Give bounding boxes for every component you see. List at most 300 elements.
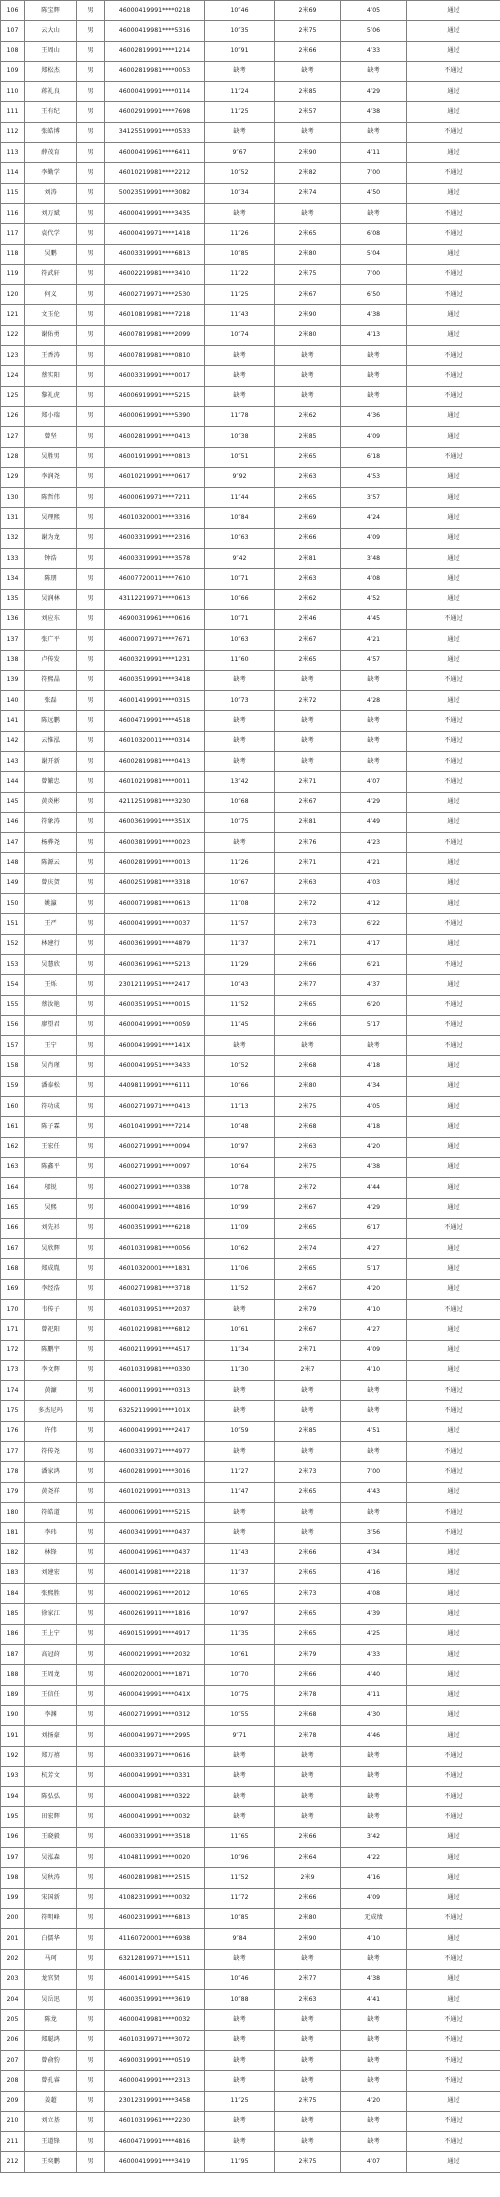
endurance-time-cell: 4′29 (341, 1198, 407, 1218)
sprint-time-cell: 缺考 (205, 1401, 275, 1421)
gender-cell: 男 (77, 1624, 105, 1644)
sprint-time-cell: 缺考 (205, 1523, 275, 1543)
candidate-name-cell: 高冠莳 (25, 1645, 77, 1665)
table-row (1, 1482, 500, 1502)
table-row (1, 1381, 500, 1401)
id-number-cell: 46002719981****3718 (105, 1279, 205, 1299)
result-cell: 通过 (407, 2091, 500, 2111)
candidate-name-cell: 蔡实阳 (25, 366, 77, 386)
sprint-time-cell: 11″27 (205, 1462, 275, 1482)
result-cell: 通过 (407, 934, 500, 954)
table-row (1, 1990, 500, 2010)
result-cell: 通过 (407, 1705, 500, 1725)
gender-cell: 男 (77, 2050, 105, 2070)
sprint-time-cell: 10″63 (205, 630, 275, 650)
long-jump-cell: 缺考 (275, 346, 341, 366)
endurance-time-cell: 缺考 (341, 670, 407, 690)
long-jump-cell: 2米67 (275, 285, 341, 305)
candidate-name-cell: 曾坚 (25, 427, 77, 447)
long-jump-cell: 缺考 (275, 670, 341, 690)
id-number-cell: 34125519991****0533 (105, 122, 205, 142)
sprint-time-cell: 缺考 (205, 731, 275, 751)
row-number-cell: 152 (1, 934, 25, 954)
table-row (1, 264, 500, 284)
id-number-cell: 46002119991****4517 (105, 1340, 205, 1360)
long-jump-cell: 2米71 (275, 1340, 341, 1360)
gender-cell: 男 (77, 609, 105, 629)
sprint-time-cell: 10″61 (205, 1320, 275, 1340)
candidate-name-cell: 卢传发 (25, 650, 77, 670)
gender-cell: 男 (77, 711, 105, 731)
table-row (1, 1888, 500, 1908)
endurance-time-cell: 4′18 (341, 1056, 407, 1076)
long-jump-cell: 2米78 (275, 1726, 341, 1746)
sprint-time-cell: 缺考 (205, 711, 275, 731)
long-jump-cell: 2米71 (275, 772, 341, 792)
candidate-name-cell: 李文辉 (25, 1360, 77, 1380)
result-cell: 通过 (407, 244, 500, 264)
id-number-cell: 46003619991****4879 (105, 934, 205, 954)
id-number-cell: 46003319991****3578 (105, 549, 205, 569)
row-number-cell: 212 (1, 2152, 25, 2172)
long-jump-cell: 缺考 (275, 203, 341, 223)
candidate-name-cell: 李经浩 (25, 1279, 77, 1299)
row-number-cell: 155 (1, 995, 25, 1015)
endurance-time-cell: 4′28 (341, 691, 407, 711)
table-row (1, 2071, 500, 2091)
gender-cell: 男 (77, 163, 105, 183)
candidate-name-cell: 宋国新 (25, 1888, 77, 1908)
row-number-cell: 190 (1, 1705, 25, 1725)
endurance-time-cell: 4′11 (341, 143, 407, 163)
row-number-cell: 122 (1, 325, 25, 345)
candidate-name-cell: 符熙晶 (25, 670, 77, 690)
candidate-name-cell: 潘泰松 (25, 1076, 77, 1096)
long-jump-cell: 2米66 (275, 1888, 341, 1908)
gender-cell: 男 (77, 21, 105, 41)
sprint-time-cell: 缺考 (205, 2071, 275, 2091)
table-row (1, 934, 500, 954)
result-cell: 通过 (407, 143, 500, 163)
candidate-name-cell: 李渊 (25, 1705, 77, 1725)
id-number-cell: 46010319971****3072 (105, 2030, 205, 2050)
table-row (1, 1726, 500, 1746)
sprint-time-cell: 11″72 (205, 1888, 275, 1908)
id-number-cell: 46010219981****0011 (105, 772, 205, 792)
table-row (1, 1563, 500, 1583)
long-jump-cell: 2米69 (275, 1, 341, 21)
candidate-name-cell: 蔡汝艳 (25, 995, 77, 1015)
sprint-time-cell: 11″44 (205, 488, 275, 508)
result-cell: 通过 (407, 1421, 500, 1441)
endurance-time-cell: 4′09 (341, 1340, 407, 1360)
sprint-time-cell: 11″60 (205, 650, 275, 670)
gender-cell: 男 (77, 1746, 105, 1766)
row-number-cell: 134 (1, 569, 25, 589)
candidate-name-cell: 吴润林 (25, 589, 77, 609)
endurance-time-cell: 3′48 (341, 549, 407, 569)
id-number-cell: 46000719981****0613 (105, 894, 205, 914)
id-number-cell: 46002819981****0053 (105, 61, 205, 81)
sprint-time-cell: 10″71 (205, 609, 275, 629)
long-jump-cell: 2米80 (275, 244, 341, 264)
gender-cell: 男 (77, 366, 105, 386)
table-row (1, 1279, 500, 1299)
sprint-time-cell: 10″91 (205, 41, 275, 61)
result-cell: 通过 (407, 427, 500, 447)
gender-cell: 男 (77, 1198, 105, 1218)
id-number-cell: 46010319961****2230 (105, 2111, 205, 2131)
endurance-time-cell: 4′10 (341, 1929, 407, 1949)
endurance-time-cell: 4′38 (341, 1969, 407, 1989)
result-cell: 通过 (407, 2152, 500, 2172)
endurance-time-cell: 4′08 (341, 569, 407, 589)
sprint-time-cell: 10″55 (205, 1705, 275, 1725)
gender-cell: 男 (77, 1340, 105, 1360)
sprint-time-cell: 10″75 (205, 812, 275, 832)
long-jump-cell: 2米81 (275, 549, 341, 569)
gender-cell: 男 (77, 1685, 105, 1705)
id-number-cell: 46010819981****7218 (105, 305, 205, 325)
row-number-cell: 169 (1, 1279, 25, 1299)
sprint-time-cell: 10″78 (205, 1178, 275, 1198)
table-row (1, 914, 500, 934)
table-row (1, 1665, 500, 1685)
gender-cell: 男 (77, 833, 105, 853)
result-cell: 通过 (407, 975, 500, 995)
gender-cell: 男 (77, 569, 105, 589)
candidate-name-cell: 吴泓森 (25, 1848, 77, 1868)
row-number-cell: 181 (1, 1523, 25, 1543)
id-number-cell: 46000219991****2032 (105, 1645, 205, 1665)
long-jump-cell: 2米65 (275, 650, 341, 670)
long-jump-cell: 2米66 (275, 1827, 341, 1847)
endurance-time-cell: 4′29 (341, 82, 407, 102)
gender-cell: 男 (77, 224, 105, 244)
row-number-cell: 184 (1, 1584, 25, 1604)
gender-cell: 男 (77, 731, 105, 751)
row-number-cell: 131 (1, 508, 25, 528)
row-number-cell: 175 (1, 1401, 25, 1421)
endurance-time-cell: 缺考 (341, 1746, 407, 1766)
result-cell: 不通过 (407, 366, 500, 386)
row-number-cell: 161 (1, 1117, 25, 1137)
gender-cell: 男 (77, 1949, 105, 1969)
sprint-time-cell: 缺考 (205, 1949, 275, 1969)
candidate-name-cell: 刘扬豪 (25, 1726, 77, 1746)
endurance-time-cell: 4′10 (341, 1300, 407, 1320)
result-cell: 通过 (407, 1827, 500, 1847)
table-row (1, 751, 500, 771)
sprint-time-cell: 10″97 (205, 1137, 275, 1157)
long-jump-cell: 缺考 (275, 2010, 341, 2030)
endurance-time-cell: 缺考 (341, 1807, 407, 1827)
gender-cell: 男 (77, 264, 105, 284)
gender-cell: 男 (77, 1787, 105, 1807)
id-number-cell: 46004719991****4816 (105, 2132, 205, 2152)
result-cell: 不通过 (407, 1218, 500, 1238)
sprint-time-cell: 10″71 (205, 569, 275, 589)
row-number-cell: 111 (1, 102, 25, 122)
candidate-name-cell: 张磊 (25, 691, 77, 711)
result-cell: 不通过 (407, 1442, 500, 1462)
endurance-time-cell: 无成绩 (341, 1908, 407, 1928)
long-jump-cell: 2米65 (275, 995, 341, 1015)
candidate-name-cell: 王周龙 (25, 1665, 77, 1685)
long-jump-cell: 缺考 (275, 751, 341, 771)
endurance-time-cell: 6′18 (341, 447, 407, 467)
endurance-time-cell: 4′41 (341, 1990, 407, 2010)
row-number-cell: 199 (1, 1888, 25, 1908)
result-cell: 通过 (407, 325, 500, 345)
long-jump-cell: 2米80 (275, 325, 341, 345)
endurance-time-cell: 4′37 (341, 975, 407, 995)
long-jump-cell: 2米77 (275, 975, 341, 995)
result-cell: 通过 (407, 1056, 500, 1076)
id-number-cell: 46003619961****5213 (105, 954, 205, 974)
endurance-time-cell: 4′09 (341, 427, 407, 447)
gender-cell: 男 (77, 61, 105, 81)
endurance-time-cell: 6′50 (341, 285, 407, 305)
result-cell: 通过 (407, 305, 500, 325)
sprint-time-cell: 11″34 (205, 1340, 275, 1360)
sprint-time-cell: 11″25 (205, 2091, 275, 2111)
id-number-cell: 46002319991****6813 (105, 1908, 205, 1928)
table-row (1, 122, 500, 142)
table-row (1, 569, 500, 589)
candidate-name-cell: 许伟 (25, 1421, 77, 1441)
table-row (1, 1137, 500, 1157)
candidate-name-cell: 符功成 (25, 1097, 77, 1117)
candidate-name-cell: 田宏辉 (25, 1807, 77, 1827)
long-jump-cell: 缺考 (275, 122, 341, 142)
sprint-time-cell: 10″46 (205, 1969, 275, 1989)
sprint-time-cell: 10″70 (205, 1665, 275, 1685)
endurance-time-cell: 5′04 (341, 244, 407, 264)
sprint-time-cell: 11″29 (205, 954, 275, 974)
endurance-time-cell: 4′45 (341, 609, 407, 629)
sprint-time-cell: 缺考 (205, 1746, 275, 1766)
endurance-time-cell: 4′51 (341, 1421, 407, 1441)
result-cell: 通过 (407, 1137, 500, 1157)
result-cell: 不通过 (407, 954, 500, 974)
table-row (1, 183, 500, 203)
long-jump-cell: 2米63 (275, 1990, 341, 2010)
sprint-time-cell: 11″52 (205, 1868, 275, 1888)
row-number-cell: 141 (1, 711, 25, 731)
row-number-cell: 108 (1, 41, 25, 61)
result-cell: 不通过 (407, 2071, 500, 2091)
result-cell: 通过 (407, 21, 500, 41)
table-row (1, 1766, 500, 1786)
table-row (1, 711, 500, 731)
endurance-time-cell: 4′11 (341, 1685, 407, 1705)
gender-cell: 男 (77, 2030, 105, 2050)
long-jump-cell: 2米65 (275, 1259, 341, 1279)
endurance-time-cell: 缺考 (341, 1036, 407, 1056)
candidate-name-cell: 郑小瑞 (25, 406, 77, 426)
endurance-time-cell: 6′22 (341, 914, 407, 934)
result-cell: 不通过 (407, 386, 500, 406)
id-number-cell: 46010319981****0330 (105, 1360, 205, 1380)
candidate-name-cell: 刘建宏 (25, 1563, 77, 1583)
id-number-cell: 46010319981****0056 (105, 1239, 205, 1259)
table-row (1, 406, 500, 426)
candidate-name-cell: 谢佑勇 (25, 325, 77, 345)
candidate-name-cell: 符象涛 (25, 812, 77, 832)
gender-cell: 男 (77, 1705, 105, 1725)
candidate-name-cell: 王晓毅 (25, 1827, 77, 1847)
gender-cell: 男 (77, 894, 105, 914)
candidate-name-cell: 刘涛 (25, 183, 77, 203)
candidate-name-cell: 黄炎彬 (25, 792, 77, 812)
sprint-time-cell: 11″78 (205, 406, 275, 426)
long-jump-cell: 2米69 (275, 508, 341, 528)
candidate-name-cell: 林锋 (25, 1543, 77, 1563)
long-jump-cell: 2米78 (275, 1685, 341, 1705)
candidate-name-cell: 符皓道 (25, 1502, 77, 1522)
sprint-time-cell: 11″37 (205, 934, 275, 954)
sprint-time-cell: 10″34 (205, 183, 275, 203)
sprint-time-cell: 缺考 (205, 1036, 275, 1056)
result-cell: 不通过 (407, 203, 500, 223)
candidate-name-cell: 曾俞豹 (25, 2050, 77, 2070)
candidate-name-cell: 谢开新 (25, 751, 77, 771)
sprint-time-cell: 10″88 (205, 1990, 275, 2010)
result-cell: 通过 (407, 1888, 500, 1908)
result-cell: 不通过 (407, 1949, 500, 1969)
result-cell: 不通过 (407, 224, 500, 244)
id-number-cell: 46000619991****5390 (105, 406, 205, 426)
row-number-cell: 176 (1, 1421, 25, 1441)
row-number-cell: 143 (1, 751, 25, 771)
endurance-time-cell: 4′46 (341, 1726, 407, 1746)
id-number-cell: 46002719991****0094 (105, 1137, 205, 1157)
table-row (1, 1807, 500, 1827)
result-cell: 不通过 (407, 1746, 500, 1766)
candidate-name-cell: 王奕鹏 (25, 2152, 77, 2172)
table-row (1, 2152, 500, 2172)
long-jump-cell: 2米85 (275, 82, 341, 102)
long-jump-cell: 2米65 (275, 488, 341, 508)
id-number-cell: 46000419991****2417 (105, 1421, 205, 1441)
row-number-cell: 130 (1, 488, 25, 508)
sprint-time-cell: 11″30 (205, 1360, 275, 1380)
result-cell: 通过 (407, 1584, 500, 1604)
long-jump-cell: 缺考 (275, 61, 341, 81)
long-jump-cell: 2米64 (275, 1848, 341, 1868)
candidate-name-cell: 文玉伦 (25, 305, 77, 325)
long-jump-cell: 缺考 (275, 1787, 341, 1807)
row-number-cell: 133 (1, 549, 25, 569)
table-row (1, 1239, 500, 1259)
row-number-cell: 157 (1, 1036, 25, 1056)
result-cell: 通过 (407, 1990, 500, 2010)
sprint-time-cell: 10″38 (205, 427, 275, 447)
result-cell: 通过 (407, 650, 500, 670)
id-number-cell: 46000419991****4816 (105, 1198, 205, 1218)
gender-cell: 男 (77, 1381, 105, 1401)
sprint-time-cell: 缺考 (205, 1787, 275, 1807)
endurance-time-cell: 4′12 (341, 894, 407, 914)
id-number-cell: 46900319991****0519 (105, 2050, 205, 2070)
sprint-time-cell: 10″66 (205, 1076, 275, 1096)
long-jump-cell: 2米62 (275, 406, 341, 426)
result-cell: 不通过 (407, 670, 500, 690)
endurance-time-cell: 4′36 (341, 406, 407, 426)
id-number-cell: 46002919991****7698 (105, 102, 205, 122)
id-number-cell: 46002819981****0413 (105, 751, 205, 771)
table-row (1, 1117, 500, 1137)
gender-cell: 男 (77, 1827, 105, 1847)
table-row (1, 995, 500, 1015)
sprint-time-cell: 10″59 (205, 1421, 275, 1441)
long-jump-cell: 2米65 (275, 1218, 341, 1238)
result-cell: 不通过 (407, 1381, 500, 1401)
candidate-name-cell: 林建行 (25, 934, 77, 954)
result-cell: 不通过 (407, 711, 500, 731)
endurance-time-cell: 缺考 (341, 203, 407, 223)
id-number-cell: 46003519991****3418 (105, 670, 205, 690)
row-number-cell: 204 (1, 1990, 25, 2010)
gender-cell: 男 (77, 346, 105, 366)
gender-cell: 男 (77, 447, 105, 467)
id-number-cell: 63212819971****1511 (105, 1949, 205, 1969)
long-jump-cell: 缺考 (275, 1746, 341, 1766)
gender-cell: 男 (77, 1563, 105, 1583)
long-jump-cell: 2米63 (275, 1137, 341, 1157)
sprint-time-cell: 9″71 (205, 1726, 275, 1746)
endurance-time-cell: 4′24 (341, 508, 407, 528)
endurance-time-cell: 缺考 (341, 2111, 407, 2131)
long-jump-cell: 2米62 (275, 589, 341, 609)
gender-cell: 男 (77, 630, 105, 650)
table-row (1, 1198, 500, 1218)
id-number-cell: 46010219991****0617 (105, 467, 205, 487)
long-jump-cell: 2米66 (275, 1665, 341, 1685)
id-number-cell: 46010320001****3316 (105, 508, 205, 528)
endurance-time-cell: 缺考 (341, 1381, 407, 1401)
gender-cell: 男 (77, 1645, 105, 1665)
id-number-cell: 46000419971****2995 (105, 1726, 205, 1746)
gender-cell: 男 (77, 975, 105, 995)
long-jump-cell: 缺考 (275, 1766, 341, 1786)
sprint-time-cell: 缺考 (205, 61, 275, 81)
row-number-cell: 207 (1, 2050, 25, 2070)
sprint-time-cell: 缺考 (205, 1300, 275, 1320)
table-row (1, 2010, 500, 2030)
table-row (1, 1, 500, 21)
table-row (1, 1097, 500, 1117)
row-number-cell: 187 (1, 1645, 25, 1665)
endurance-time-cell: 7′00 (341, 163, 407, 183)
id-number-cell: 46003519951****0015 (105, 995, 205, 1015)
id-number-cell: 46010219981****6812 (105, 1320, 205, 1340)
id-number-cell: 46003319991****0017 (105, 366, 205, 386)
id-number-cell: 46002719991****0312 (105, 1705, 205, 1725)
endurance-time-cell: 4′17 (341, 934, 407, 954)
table-row (1, 61, 500, 81)
endurance-time-cell: 缺考 (341, 1949, 407, 1969)
sprint-time-cell: 10″73 (205, 691, 275, 711)
result-cell: 通过 (407, 1848, 500, 1868)
row-number-cell: 114 (1, 163, 25, 183)
table-row (1, 467, 500, 487)
long-jump-cell: 2米67 (275, 792, 341, 812)
id-number-cell: 46002819991****1214 (105, 41, 205, 61)
row-number-cell: 118 (1, 244, 25, 264)
long-jump-cell: 缺考 (275, 1442, 341, 1462)
